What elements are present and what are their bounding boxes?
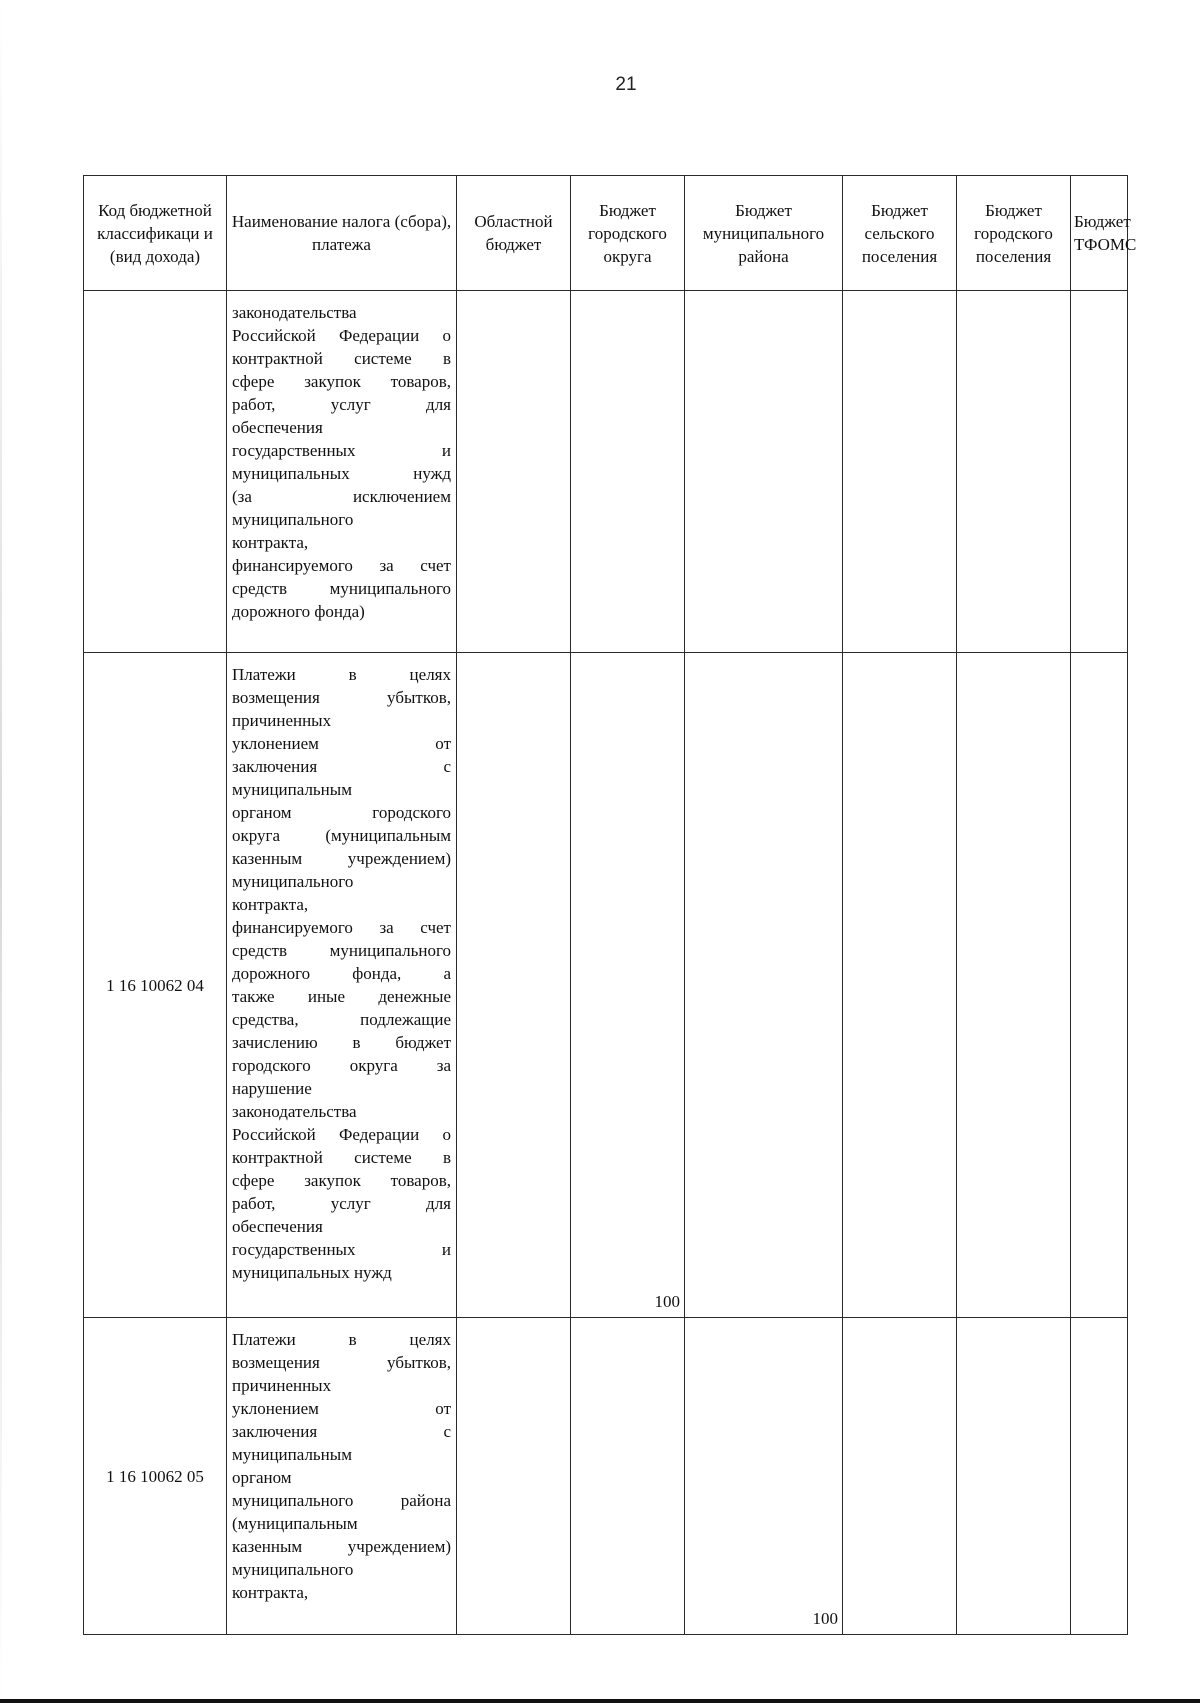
- name-line: средств муниципального: [232, 941, 451, 960]
- header-regional-budget: Областной бюджет: [457, 176, 571, 291]
- name-line: контракта,: [232, 1583, 309, 1602]
- header-row: [84, 176, 1128, 291]
- value-regional: [457, 1318, 571, 1635]
- name-line: Платежи в целях: [232, 665, 451, 684]
- code-cell: 1 16 10062 05: [84, 1318, 227, 1635]
- name-line: нарушение: [232, 1079, 312, 1098]
- name-line: контрактной системе в: [232, 1148, 451, 1167]
- name-line: муниципального: [232, 1560, 354, 1579]
- name-line: средства, подлежащие: [232, 1010, 451, 1029]
- name-line: возмещения убытков,: [232, 688, 451, 707]
- name-line: контракта,: [232, 533, 309, 552]
- table-row: [84, 291, 1128, 653]
- name-line: сфере закупок товаров,: [232, 372, 451, 391]
- value-regional: [457, 653, 571, 1318]
- name-line: законодательства: [232, 303, 357, 322]
- name-line: финансируемого за счет: [232, 918, 451, 937]
- name-line: сфере закупок товаров,: [232, 1171, 451, 1190]
- scan-bottom-edge: [0, 1699, 1200, 1703]
- header-municipal-district-budget: Бюджет муниципального района: [685, 176, 843, 291]
- name-line: финансируемого за счет: [232, 556, 451, 575]
- name-line: контракта,: [232, 895, 309, 914]
- table-row: [84, 653, 1128, 1318]
- value-city-district: 100: [571, 653, 685, 1318]
- value-rural-settlement: [843, 653, 957, 1318]
- name-line: органом: [232, 1468, 292, 1487]
- value-tfoms: [1071, 653, 1128, 1318]
- name-line: муниципального района: [232, 1491, 451, 1510]
- name-line: дорожного фонда): [232, 602, 365, 621]
- value-city-district: [571, 291, 685, 653]
- name-line: уклонением от: [232, 1399, 451, 1418]
- value-tfoms: [1071, 291, 1128, 653]
- value-urban-settlement: [957, 653, 1071, 1318]
- name-line: муниципального: [232, 510, 354, 529]
- name-line: казенным учреждением): [232, 1537, 451, 1556]
- name-line: уклонением от: [232, 734, 451, 753]
- name-line: государственных и: [232, 1240, 451, 1259]
- value-rural-settlement: [843, 1318, 957, 1635]
- value-city-district: [571, 1318, 685, 1635]
- name-line: муниципальным: [232, 1445, 352, 1464]
- value-tfoms: [1071, 1318, 1128, 1635]
- page-number: 21: [615, 74, 637, 95]
- value-municipal-district: [685, 291, 843, 653]
- name-line: работ, услуг для: [232, 1194, 451, 1213]
- name-line: дорожного фонда, а: [232, 964, 451, 983]
- name-line: муниципальных нужд: [232, 1263, 392, 1282]
- name-line: заключения с: [232, 757, 451, 776]
- name-line: законодательства: [232, 1102, 357, 1121]
- value-rural-settlement: [843, 291, 957, 653]
- name-line: контрактной системе в: [232, 349, 451, 368]
- header-tfoms-budget: Бюджет ТФОМС: [1071, 176, 1128, 291]
- name-line: городского округа за: [232, 1056, 451, 1075]
- name-line: органом городского: [232, 803, 451, 822]
- table-row: [84, 1318, 1128, 1635]
- value-urban-settlement: [957, 1318, 1071, 1635]
- name-line: возмещения убытков,: [232, 1353, 451, 1372]
- value-urban-settlement: [957, 291, 1071, 653]
- name-cell: [227, 653, 457, 1318]
- header-code: Код бюджетной классификаци и (вид дохода): [84, 176, 227, 291]
- budget-classification-table: [83, 175, 1137, 1635]
- value-regional: [457, 291, 571, 653]
- name-line: государственных и: [232, 441, 451, 460]
- header-rural-settlement-budget: Бюджет сельского поселения: [843, 176, 957, 291]
- value-municipal-district: 100: [685, 1318, 843, 1635]
- name-line: средств муниципального: [232, 579, 451, 598]
- name-cell: [227, 291, 457, 653]
- name-cell: [227, 1318, 457, 1635]
- name-line: округа (муниципальным: [232, 826, 451, 845]
- name-line: Российской Федерации о: [232, 1125, 451, 1144]
- name-line: также иные денежные: [232, 987, 451, 1006]
- name-line: зачислению в бюджет: [232, 1033, 451, 1052]
- header-urban-settlement-budget: Бюджет городского поселения: [957, 176, 1071, 291]
- code-cell: [84, 291, 227, 653]
- name-line: причиненных: [232, 1376, 332, 1395]
- name-line: муниципального: [232, 872, 354, 891]
- name-line: Платежи в целях: [232, 1330, 451, 1349]
- name-line: обеспечения: [232, 1217, 323, 1236]
- header-city-district-budget: Бюджет городского округа: [571, 176, 685, 291]
- name-line: муниципальным: [232, 780, 352, 799]
- name-line: причиненных: [232, 711, 332, 730]
- code-cell: 1 16 10062 04: [84, 653, 227, 1318]
- value-municipal-district: [685, 653, 843, 1318]
- name-line: (за исключением: [232, 487, 451, 506]
- name-line: Российской Федерации о: [232, 326, 451, 345]
- header-name: Наименование налога (сбора), платежа: [227, 176, 457, 291]
- name-line: обеспечения: [232, 418, 323, 437]
- name-line: муниципальных нужд: [232, 464, 451, 483]
- name-line: казенным учреждением): [232, 849, 451, 868]
- scan-edge: [0, 0, 2, 1703]
- name-line: работ, услуг для: [232, 395, 451, 414]
- name-line: (муниципальным: [232, 1514, 358, 1533]
- name-line: заключения с: [232, 1422, 451, 1441]
